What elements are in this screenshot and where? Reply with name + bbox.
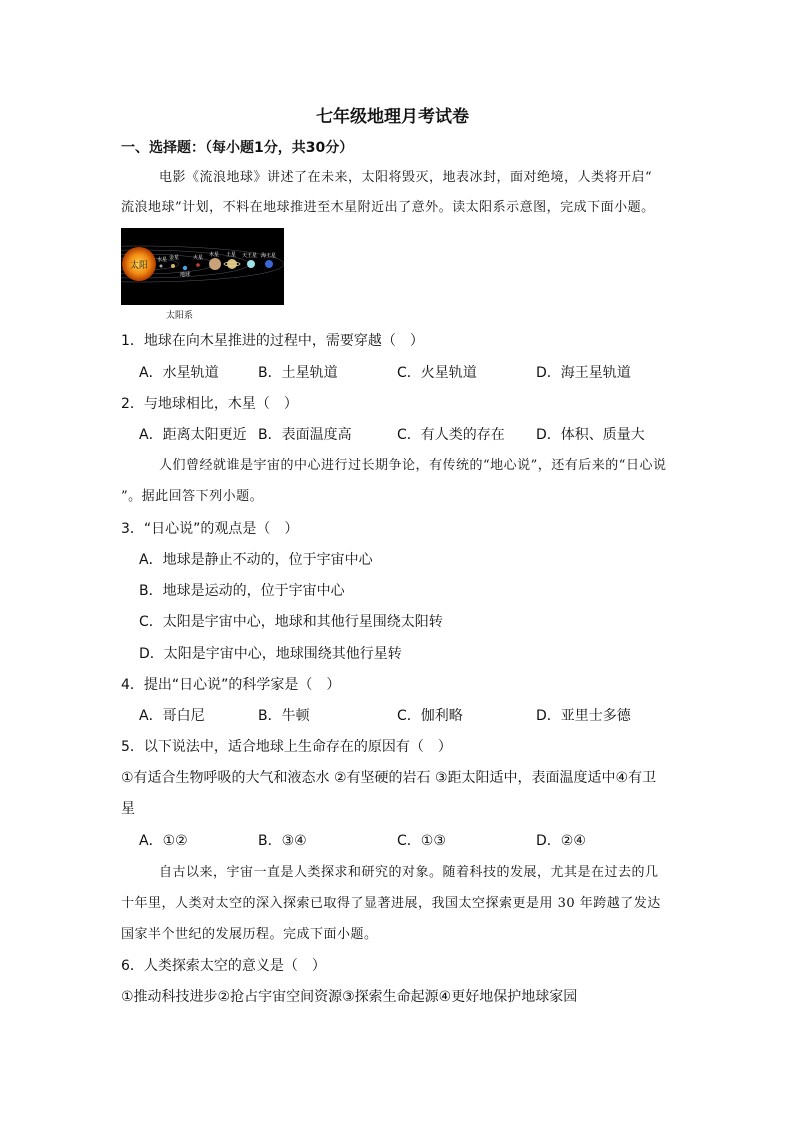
question-5-stem: 5．以下说法中，适合地球上生命存在的原因有（ ）: [121, 739, 452, 755]
question-4-stem: 4．提出“日心说”的科学家是（ ）: [121, 677, 341, 693]
question-6-statements-line-1: ①推动科技进步②抢占宇宙空间资源③探索生命起源④更好地保护地球家园: [121, 989, 578, 1005]
question-3-option-d: D．太阳是宇宙中心，地球围绕其他行星转: [139, 646, 402, 662]
planet-label: 水星: [157, 257, 168, 263]
question-5-option-c: C．①③: [397, 833, 446, 849]
question-4-option-b: B．牛顿: [258, 708, 310, 724]
planet-label: 火星: [193, 255, 204, 261]
passage-3-line-3: 国家半个世纪的发展历程。完成下面小题。: [121, 927, 378, 942]
planet-label: 天王星: [242, 253, 258, 259]
question-2-option-c: C．有人类的存在: [397, 427, 505, 443]
question-5-option-a: A．①②: [139, 833, 188, 849]
question-1-option-a: A．水星轨道: [139, 365, 219, 381]
question-2-option-b: B．表面温度高: [258, 427, 352, 443]
earth-icon: [183, 266, 187, 270]
question-4-option-d: D．亚里士多德: [536, 708, 631, 724]
neptune-icon: [265, 260, 273, 268]
question-5-statements-line-1: ①有适合生物呼吸的大气和液态水 ②有坚硬的岩石 ③距太阳适中，表面温度适中④有卫: [121, 770, 657, 786]
passage-3-line-1: 自古以来，宇宙一直是人类探求和研究的对象。随着科技的发展，尤其是在过去的几: [159, 865, 659, 880]
question-2-option-d: D．体积、质量大: [536, 427, 645, 443]
planet-label: 木星: [209, 252, 220, 258]
passage-2-line-2: ”。据此回答下列小题。: [121, 489, 264, 504]
question-6-stem: 6．人类探索太空的意义是（ ）: [121, 958, 326, 974]
planet-label: 海王星: [261, 253, 277, 259]
question-3-option-a: A．地球是静止不动的，位于宇宙中心: [139, 552, 373, 568]
question-5-option-b: B．③④: [258, 833, 307, 849]
passage-3-line-2: 十年里，人类对太空的深入探索已取得了显著进展，我国太空探索更是用 30 年跨越了发达: [121, 896, 661, 911]
question-1-option-d: D．海王星轨道: [536, 365, 631, 381]
question-4-option-a: A．哥白尼: [139, 708, 205, 724]
saturn-icon: [227, 259, 237, 269]
page-title: 七年级地理月考试卷: [316, 107, 469, 127]
jupiter-icon: [209, 258, 221, 270]
question-1-option-c: C．火星轨道: [397, 365, 477, 381]
question-4-option-c: C．伽利略: [397, 708, 463, 724]
solar-system-figure: [121, 228, 284, 305]
question-1-stem: 1．地球在向木星推进的过程中，需要穿越（ ）: [121, 333, 424, 349]
venus-icon: [171, 264, 175, 268]
figure-caption: 太阳系: [166, 311, 194, 321]
planet-label: 地球: [180, 272, 191, 278]
uranus-icon: [247, 260, 255, 268]
question-2-stem: 2．与地球相比，木星（ ）: [121, 396, 298, 412]
passage-1-line-1: 电影《流浪地球》讲述了在未来，太阳将毁灭，地表冰封，面对绝境，人类将开启“: [159, 170, 653, 185]
question-1-option-b: B．土星轨道: [258, 365, 338, 381]
question-3-option-b: B．地球是运动的，位于宇宙中心: [139, 583, 345, 599]
question-3-option-c: C．太阳是宇宙中心，地球和其他行星围绕太阳转: [139, 614, 443, 630]
question-5-statements-line-2: 星: [121, 801, 135, 817]
planet-label: 金星: [169, 255, 180, 261]
question-3-stem: 3．“日心说”的观点是（ ）: [121, 521, 299, 537]
question-2-option-a: A．距离太阳更近: [139, 427, 247, 443]
mars-icon: [196, 263, 200, 267]
planet-label: 土星: [226, 252, 237, 258]
section-heading: 一、选择题：（每小题1分，共30分）: [121, 140, 354, 156]
passage-1-line-2: 流浪地球”计划，不料在地球推进至木星附近出了意外。读太阳系示意图，完成下面小题。: [121, 200, 655, 215]
mercury-icon: [160, 265, 163, 268]
passage-2-line-1: 人们曾经就谁是宇宙的中心进行过长期争论，有传统的“地心说”，还有后来的“日心说: [159, 458, 667, 473]
question-5-option-d: D．②④: [536, 833, 586, 849]
sun-label: 太阳: [130, 261, 149, 271]
